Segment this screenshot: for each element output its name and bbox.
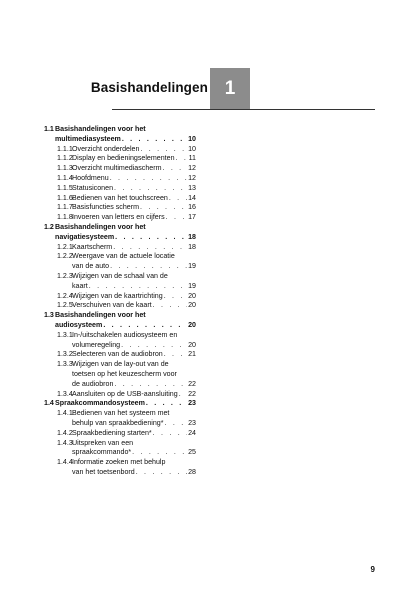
dot-leader	[152, 429, 187, 439]
toc-title: Wijzigen van de lay-out van de	[72, 360, 169, 369]
toc-title: In-/uitschakelen audiosysteem en	[72, 330, 178, 339]
toc-entry[interactable]	[44, 252, 196, 272]
toc-page-number: 20	[188, 320, 196, 329]
toc-page-number: 25	[188, 448, 196, 457]
toc-page-number: 10	[188, 144, 196, 153]
toc-page-number: 12	[188, 164, 196, 173]
dot-leader	[139, 145, 187, 155]
toc-entry[interactable]	[44, 331, 196, 351]
toc-entry[interactable]	[44, 409, 196, 429]
toc-page-number: 10	[188, 134, 196, 143]
toc-title: kaart	[72, 281, 88, 290]
toc-title: audiosysteem	[55, 320, 103, 329]
dot-leader	[120, 341, 187, 351]
toc-number: 1.2.4	[57, 291, 73, 300]
toc-page-number: 18	[188, 242, 196, 251]
dot-leader	[131, 448, 187, 458]
toc-page-number: 22	[188, 379, 196, 388]
toc-entry[interactable]	[44, 174, 196, 184]
toc-title: Selecteren van de audiobron	[72, 350, 163, 359]
toc-title: Kaartscherm	[72, 242, 113, 251]
toc-entry[interactable]	[44, 145, 196, 155]
dot-leader	[135, 468, 187, 478]
toc-number: 1.1.7	[57, 203, 73, 212]
toc-page-number: 18	[188, 232, 196, 241]
toc-entry[interactable]	[44, 194, 196, 204]
toc-title: Bedienen van het systeem met	[72, 409, 170, 418]
toc-title: navigatiesysteem	[55, 232, 115, 241]
toc-title: van de auto	[72, 262, 110, 271]
toc-title: van het toetsenbord	[72, 467, 135, 476]
toc-page-number: 19	[188, 262, 196, 271]
toc-number: 1.3	[44, 311, 54, 320]
dot-leader	[163, 350, 187, 360]
toc-title: Weergave van de actuele locatie	[72, 252, 175, 261]
toc-title: behulp van spraakbediening*	[72, 418, 164, 427]
toc-page-number: 20	[188, 301, 196, 310]
chapter-number-badge: 1	[210, 68, 250, 109]
dot-leader	[102, 321, 187, 331]
toc-number: 1.3.4	[57, 389, 73, 398]
dot-leader	[109, 174, 187, 184]
toc-number: 1.1.1	[57, 144, 73, 153]
toc-number: 1.1.6	[57, 193, 73, 202]
toc-page-number: 23	[188, 418, 196, 427]
toc-page-number: 23	[188, 399, 196, 408]
dot-leader	[168, 194, 187, 204]
toc-entry[interactable]	[44, 272, 196, 292]
toc-number: 1.4.3	[57, 438, 73, 447]
toc-title: Verschuiven van de kaart	[72, 301, 152, 310]
toc-section[interactable]	[44, 223, 196, 243]
dot-leader	[165, 213, 187, 223]
toc-entry[interactable]	[44, 184, 196, 194]
toc-number: 1.1.5	[57, 183, 73, 192]
toc-title: Invoeren van letters en cijfers	[72, 213, 165, 222]
toc-number: 1.2.3	[57, 271, 73, 280]
toc-entry[interactable]	[44, 164, 196, 174]
toc-title: Statusiconen	[72, 183, 114, 192]
toc-number: 1.3.3	[57, 360, 73, 369]
toc-number: 1.1.4	[57, 173, 73, 182]
toc-title: Informatie zoeken met behulp	[72, 458, 166, 467]
toc-entry[interactable]	[44, 292, 196, 302]
toc-number: 1.2	[44, 222, 54, 231]
dot-leader	[161, 164, 187, 174]
toc-entry[interactable]	[44, 439, 196, 459]
toc-page-number: 20	[188, 291, 196, 300]
toc-page-number: 12	[188, 173, 196, 182]
dot-leader	[88, 282, 187, 292]
dot-leader	[139, 203, 187, 213]
toc-title: spraakcommando*	[72, 448, 132, 457]
toc-title: Hoofdmenu	[72, 173, 109, 182]
toc-number: 1.1.8	[57, 213, 73, 222]
toc-title: Basishandelingen voor het	[55, 125, 146, 133]
toc-entry[interactable]	[44, 301, 196, 311]
toc-number: 1.2.2	[57, 252, 73, 261]
toc-title: Uitspreken van een	[72, 438, 134, 447]
toc-page-number: 21	[188, 350, 196, 359]
chapter-title: Basishandelingen	[90, 80, 208, 95]
toc-entry[interactable]	[44, 458, 196, 478]
toc-title: Spraakcommandosysteem	[55, 399, 145, 408]
toc-number: 1.4	[44, 399, 54, 408]
toc-page-number: 14	[188, 193, 196, 202]
toc-page-number: 24	[188, 428, 196, 437]
toc-title: Basishandelingen voor het	[55, 222, 146, 231]
toc-title: Aansluiten op de USB-aansluiting	[72, 389, 178, 398]
dot-leader	[178, 390, 187, 400]
toc-number: 1.1.2	[57, 154, 73, 163]
toc-page-number: 13	[188, 183, 196, 192]
dot-leader	[109, 262, 187, 272]
toc-title: Spraakbediening starten*	[72, 428, 152, 437]
dot-leader	[113, 380, 187, 390]
toc-title: multimediasysteem	[55, 134, 121, 143]
toc-title: Display en bedieningselementen	[72, 154, 175, 163]
toc-title: toetsen op het keuzescherm voor	[72, 369, 177, 378]
toc-section[interactable]	[44, 399, 196, 409]
page-number: 9	[370, 565, 375, 574]
toc-entry[interactable]	[44, 360, 196, 389]
dot-leader	[112, 243, 187, 253]
toc-title: Bedienen van het touchscreen	[72, 193, 168, 202]
toc-number: 1.3.1	[57, 330, 73, 339]
header-rule	[112, 109, 375, 110]
toc-entry[interactable]	[44, 390, 196, 400]
toc-number: 1.4.2	[57, 428, 73, 437]
dot-leader	[164, 419, 187, 429]
dot-leader	[152, 301, 187, 311]
dot-leader	[121, 135, 187, 145]
toc-entry[interactable]	[44, 203, 196, 213]
toc-page-number: 19	[188, 281, 196, 290]
toc-title: de audiobron	[72, 379, 114, 388]
toc-page-number: 16	[188, 203, 196, 212]
toc-title: Basisfuncties scherm	[72, 203, 140, 212]
toc-page-number: 17	[188, 213, 196, 222]
toc-number: 1.4.4	[57, 458, 73, 467]
toc-number: 1.3.2	[57, 350, 73, 359]
toc-title: volumeregeling	[72, 340, 121, 349]
toc-page-number: 11	[188, 154, 196, 163]
dot-leader	[145, 399, 187, 409]
toc-section[interactable]	[44, 125, 196, 145]
toc-entry[interactable]	[44, 350, 196, 360]
toc-title: Basishandelingen voor het	[55, 311, 146, 320]
toc-number: 1.1	[44, 125, 54, 133]
dot-leader	[114, 233, 187, 243]
toc-entry[interactable]	[44, 429, 196, 439]
table-of-contents	[44, 125, 196, 478]
toc-page-number: 22	[188, 389, 196, 398]
toc-title: Wijzigen van de schaal van de	[72, 271, 168, 280]
toc-entry[interactable]	[44, 213, 196, 223]
toc-title: Overzicht multimediascherm	[72, 164, 162, 173]
toc-number: 1.2.1	[57, 242, 73, 251]
toc-entry[interactable]	[44, 243, 196, 253]
toc-section[interactable]	[44, 311, 196, 331]
toc-title: Wijzigen van de kaartrichting	[72, 291, 163, 300]
dot-leader	[175, 154, 187, 164]
toc-title: Overzicht onderdelen	[72, 144, 140, 153]
dot-leader	[163, 292, 187, 302]
dot-leader	[113, 184, 187, 194]
toc-number: 1.4.1	[57, 409, 73, 418]
toc-entry[interactable]	[44, 154, 196, 164]
toc-page-number: 20	[188, 340, 196, 349]
toc-number: 1.2.5	[57, 301, 73, 310]
toc-number: 1.1.3	[57, 164, 73, 173]
toc-page-number: 28	[188, 467, 196, 476]
